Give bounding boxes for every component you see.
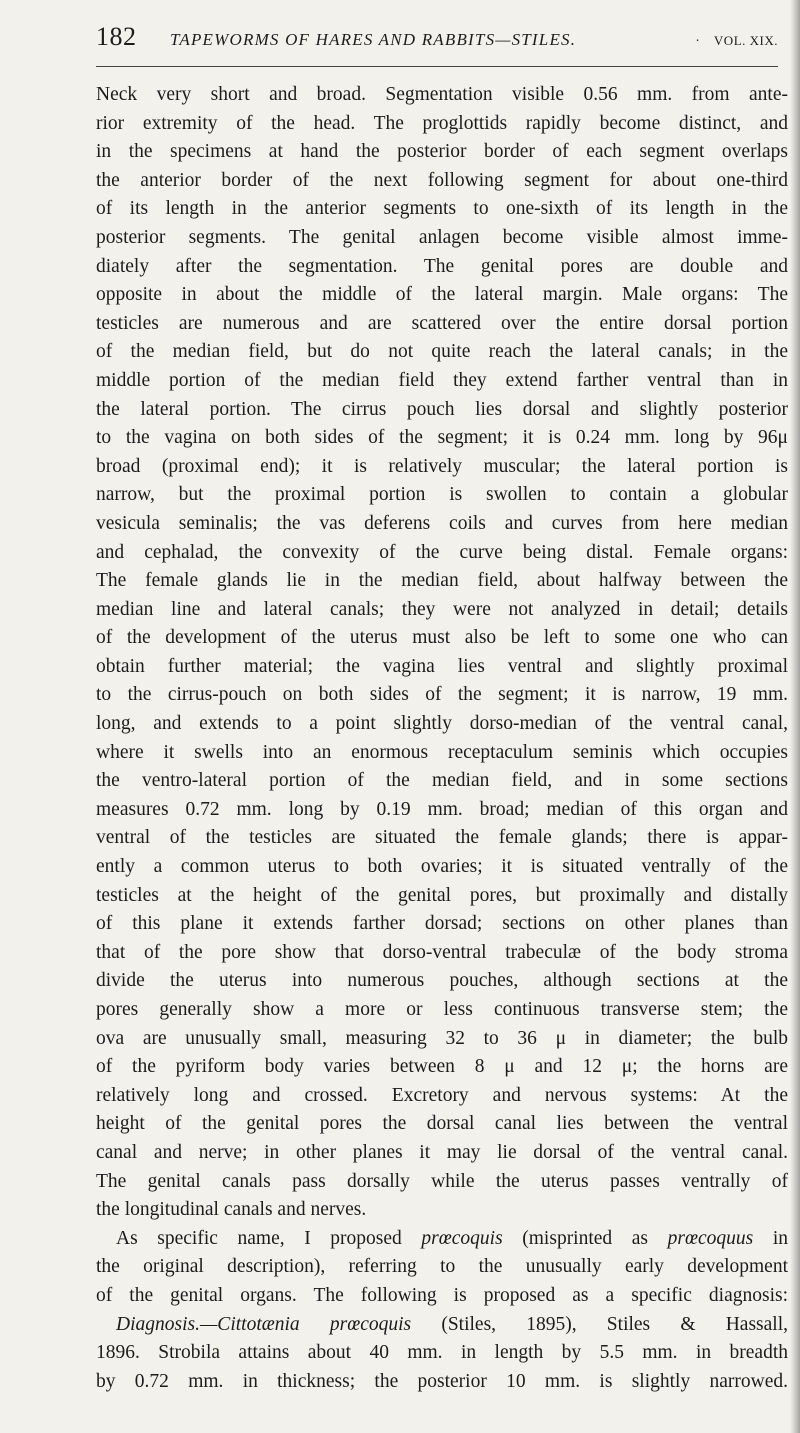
text-span: (misprinted as [502,1227,668,1249]
text-line: to the cirrus-pouch on both sides of the segment; it is narrow, 19 mm. [96,684,788,706]
text-line: to the vagina on both sides of the segment; it is 0.24 mm. long by 96μ [96,427,788,449]
text-line: Neck very short and broad. Segmentation visible 0.56 mm. from ante- [96,84,788,105]
text-line: the lateral portion. The cirrus pouch lies dorsal and slightly posterior [96,398,788,420]
text-line: ently a common uterus to both ovaries; it is situated ventrally of the [96,856,788,878]
text-line: of its length in the anterior segments to one-sixth of its length in the [96,198,788,220]
text-line: divide the uterus into numerous pouches, although sections at the [96,970,788,992]
text-line: The female glands lie in the median field, about halfway between the [96,570,788,592]
text-line: where it swells into an enormous receptaculum seminis which occupies [96,741,788,763]
text-span: in [753,1227,788,1249]
text-line: 1896. Strobila attains about 40 mm. in length by 5.5 mm. in breadth [96,1342,788,1364]
text-line: that of the pore show that dorso-ventral trabeculæ of the body stroma [96,941,788,963]
diagnosis-heading-italic: Diagnosis.—Cittotænia prœcoquis [116,1313,412,1335]
species-name-italic: prœcoquis [421,1227,503,1249]
text-line: by 0.72 mm. in thickness; the posterior 10 mm. is slightly narrowed. [96,1370,788,1392]
page-number: 182 [96,22,137,51]
text-line: broad (proximal end); it is relatively muscular; the lateral portion is [96,455,788,477]
text-line: measures 0.72 mm. long by 0.19 mm. broad; median of this organ and [96,798,788,820]
text-line: the longitudinal canals and nerves. [96,1199,367,1221]
text-line: ova are unusually small, measuring 32 to 36 μ in diameter; the bulb [96,1027,788,1049]
header-bullet: · [695,34,700,49]
text-line: The genital canals pass dorsally while the uterus passes ventrally of [96,1170,788,1192]
text-line: height of the genital pores the dorsal canal lies between the ventral [96,1113,788,1135]
text-line: middle portion of the median field they extend farther ventral than in [96,369,788,391]
text-line: pores generally show a more or less continuous transverse stem; the [96,999,788,1020]
text-line: ventral of the testicles are situated the female glands; there is appar- [96,827,788,849]
text-line: canal and nerve; in other planes it may lie dorsal of the ventral canal. [96,1141,788,1163]
text-span: (Stiles, 1895), Stiles & Hassall, [411,1313,788,1335]
text-line: long, and extends to a point slightly dorso-median of the ventral canal, [96,713,788,735]
text-line: in the specimens at hand the posterior border of each segment overlaps [96,141,788,163]
text-line: diately after the segmentation. The genital pores are double and [96,255,788,277]
text-span: As specific name, I proposed [116,1227,422,1249]
text-line: relatively long and crossed. Excretory and nervous systems: At the [96,1084,788,1106]
page-header [96,22,778,67]
text-line: of the genital organs. The following is proposed as a specific diagnosis: [96,1284,788,1306]
text-line: of the median field, but do not quite reach the lateral canals; in the [96,341,788,363]
text-line: the ventro-lateral portion of the median field, and in some sections [96,770,788,792]
text-line [96,1311,788,1340]
text-line: posterior segments. The genital anlagen become visible almost imme- [96,226,788,248]
species-name-italic: prœcoquus [667,1227,754,1249]
text-line: the anterior border of the next following segment for about one-third [96,169,788,191]
text-line: the original description), referring to the unusually early development [96,1256,788,1278]
text-line: vesicula seminalis; the vas deferens coils and curves from here median [96,512,788,534]
running-title: TAPEWORMS OF HARES AND RABBITS—STILES. [170,30,577,49]
text-line: of the pyriform body varies between 8 μ and 12 μ; the horns are [96,1056,788,1078]
text-line: of the development of the uterus must also be left to some one who can [96,627,788,649]
text-line: opposite in about the middle of the lateral margin. Male organs: The [96,284,788,306]
text-line: testicles at the height of the genital pores, but proximally and distally [96,884,788,906]
text-line [96,1225,788,1254]
text-line: rior extremity of the head. The proglottids rapidly become distinct, and [96,112,788,134]
paragraph-specific-name [96,1225,788,1397]
volume-label: VOL. XIX. [713,33,778,48]
text-line: narrow, but the proximal portion is swollen to contain a globular [96,484,788,506]
text-line: testicles are numerous and are scattered over the entire dorsal portion [96,312,788,334]
body-text [96,81,788,1225]
page-edge-shadow [790,0,800,1433]
text-line: obtain further material; the vagina lies ventral and slightly proximal [96,655,788,677]
text-line: median line and lateral canals; they were not analyzed in detail; details [96,598,788,620]
text-line: and cephalad, the convexity of the curve being distal. Female organs: [96,541,788,563]
text-line: of this plane it extends farther dorsad; sections on other planes than [96,913,788,935]
